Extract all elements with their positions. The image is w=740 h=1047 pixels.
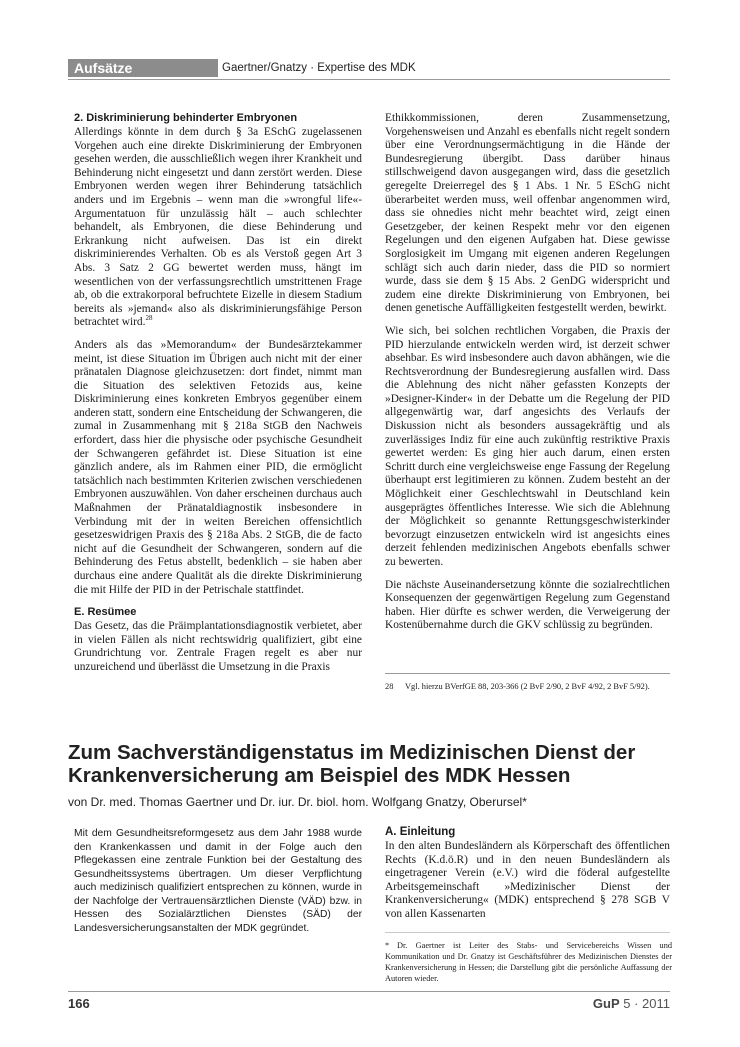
- heading-einleitung: A. Einleitung: [385, 826, 456, 838]
- introduction: [385, 826, 670, 922]
- footnote-text: Vgl. hierzu BVerfGE 88, 203-366 (2 BvF 2/90, 2 BvF 4/92, 2 BvF 5/92).: [405, 682, 650, 691]
- left-column: [74, 112, 362, 675]
- footnote-text: Dr. Gaertner ist Leiter des Stabs- und Servicebereichs Wissen und Kommunikation und Dr. Gnatzy ist Geschäftsführer des Medizinischen Dienstes der Krankenversicherung in Hessen; die Darstellung gibt die persönliche Auffassung der Autoren wieder.: [385, 941, 672, 983]
- article-title: Zum Sachverständigenstatus im Medizinischen Dienst der Krankenversicherung am Beispiel des MDK Hessen: [68, 741, 636, 787]
- article-authors: von Dr. med. Thomas Gaertner und Dr. iur. Dr. biol. hom. Wolfgang Gnatzy, Oberursel*: [68, 795, 527, 809]
- footnote-ref[interactable]: 28: [145, 314, 153, 323]
- heading-resuemee: E. Resümee: [74, 606, 137, 619]
- paragraph: Ethikkommissionen, deren Zusammensetzung, Vorgehensweisen und Anzahl es ebenfalls nicht regelt sondern über eine Verordnungsermächtigung in die Hände der Bundesregierung übergibt. Dass darüber hinaus stillschweigend davon ausgegangen wird, dass die gesetzlich geregelte Dreierregel des § 1 Abs. 1 Nr. 5 ESchG nicht überarbeitet werden muss, weil offenbar angenommen wird, dass sie ohnedies nicht mehr beachtet wird, zeigt einen Gesetzgeber, der keinen Respekt mehr vor den eigenen Regelungen und den eigenen Aufgaben hat. Diese gewisse Sorglosigkeit im Umgang mit eigenen anderen Regelungen schlägt sich auch darin nieder, dass die PID so normiert wurde, dass sie dem § 15 Abs. 2 GenDG widerspricht und zudem eine direkte Diskriminierung von Embryonen, bei denen genetische Auffälligkeiten festgestellt werden, bewirkt.: [385, 112, 670, 315]
- paragraph: [74, 126, 362, 330]
- issue-number: 5 · 2011: [623, 996, 670, 1011]
- paragraph: Wie sich, bei solchen rechtlichen Vorgaben, die Praxis der PID hierzulande entwickeln werden wird, ist derzeit schwer absehbar. Es wird insbesondere auch davon abhängen, wie die Rechtsverordnung der Bundesregierung ausfallen wird. Dass die Ablehnung des nicht näher gefassten Konzepts der »Designer-Kinder« in der Debatte um die Regelung der PID allgegenwärtig war, darf angesichts des Verlaufs der Diskussion nicht als besonders aussagekräftig und als zuverlässiges Indiz für eine auch zukünftig restriktive Praxis gewertet werden: Es ging hier auch darum, einen ersten Schritt durch eine vergleichsweise enge Fassung der Regelung überhaupt erst legitimieren zu können. Zudem besteht an der Möglichkeit einer Geschlechtswahl in Deutschland kein ausgeprägtes öffentliches Interesse. Wie sich die Ablehnung der Möglichkeit so genannte Rettungsgeschwisterkinder bevorzugt einzusetzen entwickeln wird ist angesichts eines derzeit fehlenden medizinischen Angebots ebenfalls schwer zu bewerten.: [385, 324, 670, 568]
- section-label: Aufsätze: [68, 59, 218, 77]
- header-rule: [68, 79, 670, 80]
- page-number: 166: [68, 996, 90, 1011]
- running-title: Gaertner/Gnatzy · Expertise des MDK: [222, 62, 416, 74]
- journal-name: GuP: [592, 996, 620, 1011]
- footnote-number: 28: [385, 682, 394, 691]
- paragraph: In den alten Bundesländern als Körperschaft des öffentlichen Rechts (K.d.ö.R) und in den neuen Bundesländern als eingetragener Verein (e.V.) wird die föderal aufgestellte Arbeitsgemeinschaft »Medizinischer Dienst der Krankenversicherung« (MDK) entsprechend § 278 SGB V von allen Kassenarten: [385, 840, 670, 920]
- footnote-28: [385, 681, 675, 692]
- article-abstract: Mit dem Gesundheitsreformgesetz aus dem Jahr 1988 wurde den Krankenkassen und damit in der Folge auch den Pflegekassen eine zentrale Funktion bei der Gestaltung des Gesundheitssystems übertragen. Um dieser Verpflichtung auch medizinisch qualifiziert entsprechen zu können, wurde in der Nachfolge der Vertrauensärztlichen Dienste (VÄD) bzw. in Hessen des Sozialärztlichen Dienstes (SÄD) der Landesversicherungsanstalten der MDK gegründet.: [74, 828, 362, 934]
- paragraph: Anders als das »Memorandum« der Bundesärztekammer meint, ist diese Situation im Übrigen auch nicht mit der einer pränatalen Diagnose gleichzusetzen: dort findet, nimmt man die Situation des selektiven Fetozids aus, keine Diskriminierung eines konkreten Embryos gegenüber einem anderen statt, sondern eine Entscheidung der Schwangeren, die zumal in Zusammenhang mit § 218a StGB den Nachweis erfordert, dass hier die physische oder psychische Gesundheit der Schwangeren gefährdet ist. Diese Situation ist eine gänzlich andere, als im Rahmen einer PID, die ermöglicht tatsächlich nach bestimmten Kriterien zwischen verschiedenen Embryonen auszuwählen. Von daher erscheinen durchaus auch Maßnahmen der Pränataldiagnostik insbesondere in Verbindung mit der in weiten Bereichen offensichtlich gesetzeswidrigen Praxis des § 218a Abs. 2 StGB, die de facto nicht auf die Gesundheit der Schwangeren, sondern auf die Behinderung des Fetus abstellt, bedenklich – sie haben aber durchaus eine andere Qualität als die direkte Diskriminierung die mit Hilfe der PID in der Petrischale stattfindet.: [74, 338, 362, 596]
- footnote-rule: [385, 673, 670, 674]
- footnote-mark: *: [385, 941, 390, 950]
- footer-rule: [68, 991, 670, 992]
- footnote-rule: [385, 932, 670, 933]
- heading-diskriminierung: 2. Diskriminierung behinderter Embryonen: [74, 112, 298, 124]
- right-column: [385, 112, 670, 633]
- paragraph-text: Allerdings könnte in dem durch § 3a ESchG zugelassenen Vorgehen auch eine direkte Diskriminierung der Embryonen gesehen werden, die ausschließlich wegen ihrer Krankheit und Behinderung nicht eingesetzt und dann zerstört werden. Diese Embryonen werden wegen ihrer Behinderung tatsächlich anders und im Ergebnis – wenn man die »wrongful life«-Argumentatuon für unzulässig hält – auch schlechter behandelt, als Embryonen, die diese Behinderung und Erkrankung nicht aufweisen. Das ist ein direkt diskriminierendes Verhalten. Ob es als Verstoß gegen Art 3 Abs. 3 Satz 2 GG bewertet werden muss, hängt im wesentlichen von der verfassungsrechtlich umstrittenen Frage ab, ob die extrakorporal befruchtete Eizelle in diesem Stadium bereits als »jemand« also als diskriminierungsfähige Person betrachtet wird.: [74, 126, 362, 329]
- author-footnote: [385, 940, 672, 984]
- paragraph: Das Gesetz, das die Präimplantationsdiagnostik verbietet, aber in vielen Fällen als nicht rechtswidrig qualifiziert, gibt eine Grundrichtung vor. Zentrale Fragen regelt es aber nur unzureichend und überlässt die Umsetzung in die Praxis: [74, 620, 362, 673]
- journal-issue: [593, 996, 670, 1011]
- paragraph: Die nächste Auseinandersetzung könnte die sozialrechtlichen Konsequenzen der gegenwärtigen Regelung zum Gegenstand haben. Hier dürfte es schwer werden, die Verweigerung der Kostenübernahme durch die GKV schlüssig zu begründen.: [385, 578, 670, 632]
